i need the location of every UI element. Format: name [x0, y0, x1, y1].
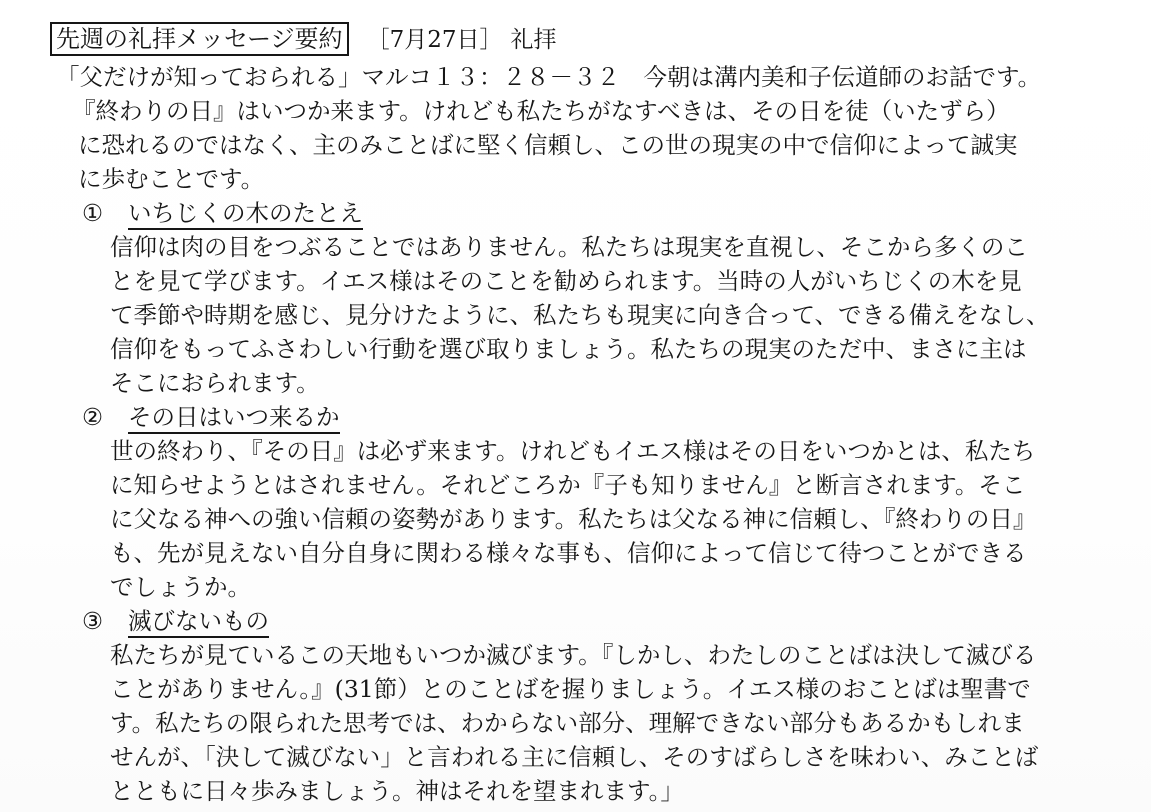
body-line: に父なる神への強い信頼の姿勢があります。私たちは父なる神に信頼し、『終わりの日』 — [110, 505, 1037, 533]
section-heading — [82, 196, 363, 230]
body-line: せんが、「決して滅びない」と言われる主に信頼し、そのすばらしさを味わい、みことば — [110, 743, 1039, 771]
body-line: 私たちが見ているこの天地もいつか滅びます。『しかし、わたしのことばは決して滅びる — [110, 641, 1037, 669]
body-line: そこにおられます。 — [110, 369, 320, 397]
body-line: とともに日々歩みましょう。神はそれを望まれます。」 — [110, 777, 684, 805]
body-line: 信仰をもってふさわしい行動を選び取りましょう。私たちの現実のただ中、まさに主は — [110, 335, 1027, 363]
section-title: その日はいつ来るか — [128, 403, 340, 434]
body-line: とを見て学びます。イエス様はそのことを勧められます。当時の人がいちじくの木を見 — [110, 267, 1022, 295]
section-number: ③ — [82, 607, 104, 635]
intro-line: に歩むことです。 — [78, 165, 265, 193]
body-line: に知らせようとはされません。それどころか『子も知りません』と断言されます。そこ — [110, 471, 1026, 499]
body-line: も、先が見えない自分自身に関わる様々な事も、信仰によって信じて待つことができる — [110, 539, 1027, 567]
intro-line: 「父だけが知っておられる」マルコ１３：２８－３２ 今朝は溝内美和子伝道師のお話です。 — [56, 63, 1042, 91]
service-date: ［7月27日］ — [366, 27, 503, 53]
section-number: ① — [82, 199, 104, 227]
section-heading — [82, 604, 269, 638]
section-title: 滅びないもの — [128, 607, 269, 638]
service-type: 礼拝 — [510, 27, 557, 53]
body-line: でしょうか。 — [110, 573, 251, 601]
body-line: 世の終わり、『その日』は必ず来ます。けれどもイエス様はその日をいつかとは、私たち — [110, 437, 1036, 465]
body-line: て季節や時期を感じ、見分けたように、私たちも現実に向き合って、できる備えをなし、 — [110, 301, 1050, 329]
section-heading — [82, 400, 340, 434]
body-line: す。私たちの限られた思考では、わからない部分、理解できない部分もあるかもしれま — [110, 709, 1025, 737]
body-line: ことがありません。』(31節）とのことばを握りましょう。イエス様のおことばは聖書で — [110, 675, 1031, 703]
intro-line: 『終わりの日』はいつか来ます。けれども私たちがなすべきは、その日を徒（いたずら） — [72, 97, 1010, 125]
intro-line: に恐れるのではなく、主のみことばに堅く信頼し、この世の現実の中で信仰によって誠実 — [78, 131, 1018, 159]
section-title: いちじくの木のたとえ — [128, 199, 363, 230]
body-line: 信仰は肉の目をつぶることではありません。私たちは現実を直視し、そこから多くのこ — [110, 233, 1028, 261]
document-title: 先週の礼拝メッセージ要約 — [50, 22, 349, 56]
section-number: ② — [82, 403, 104, 431]
header — [50, 22, 556, 57]
